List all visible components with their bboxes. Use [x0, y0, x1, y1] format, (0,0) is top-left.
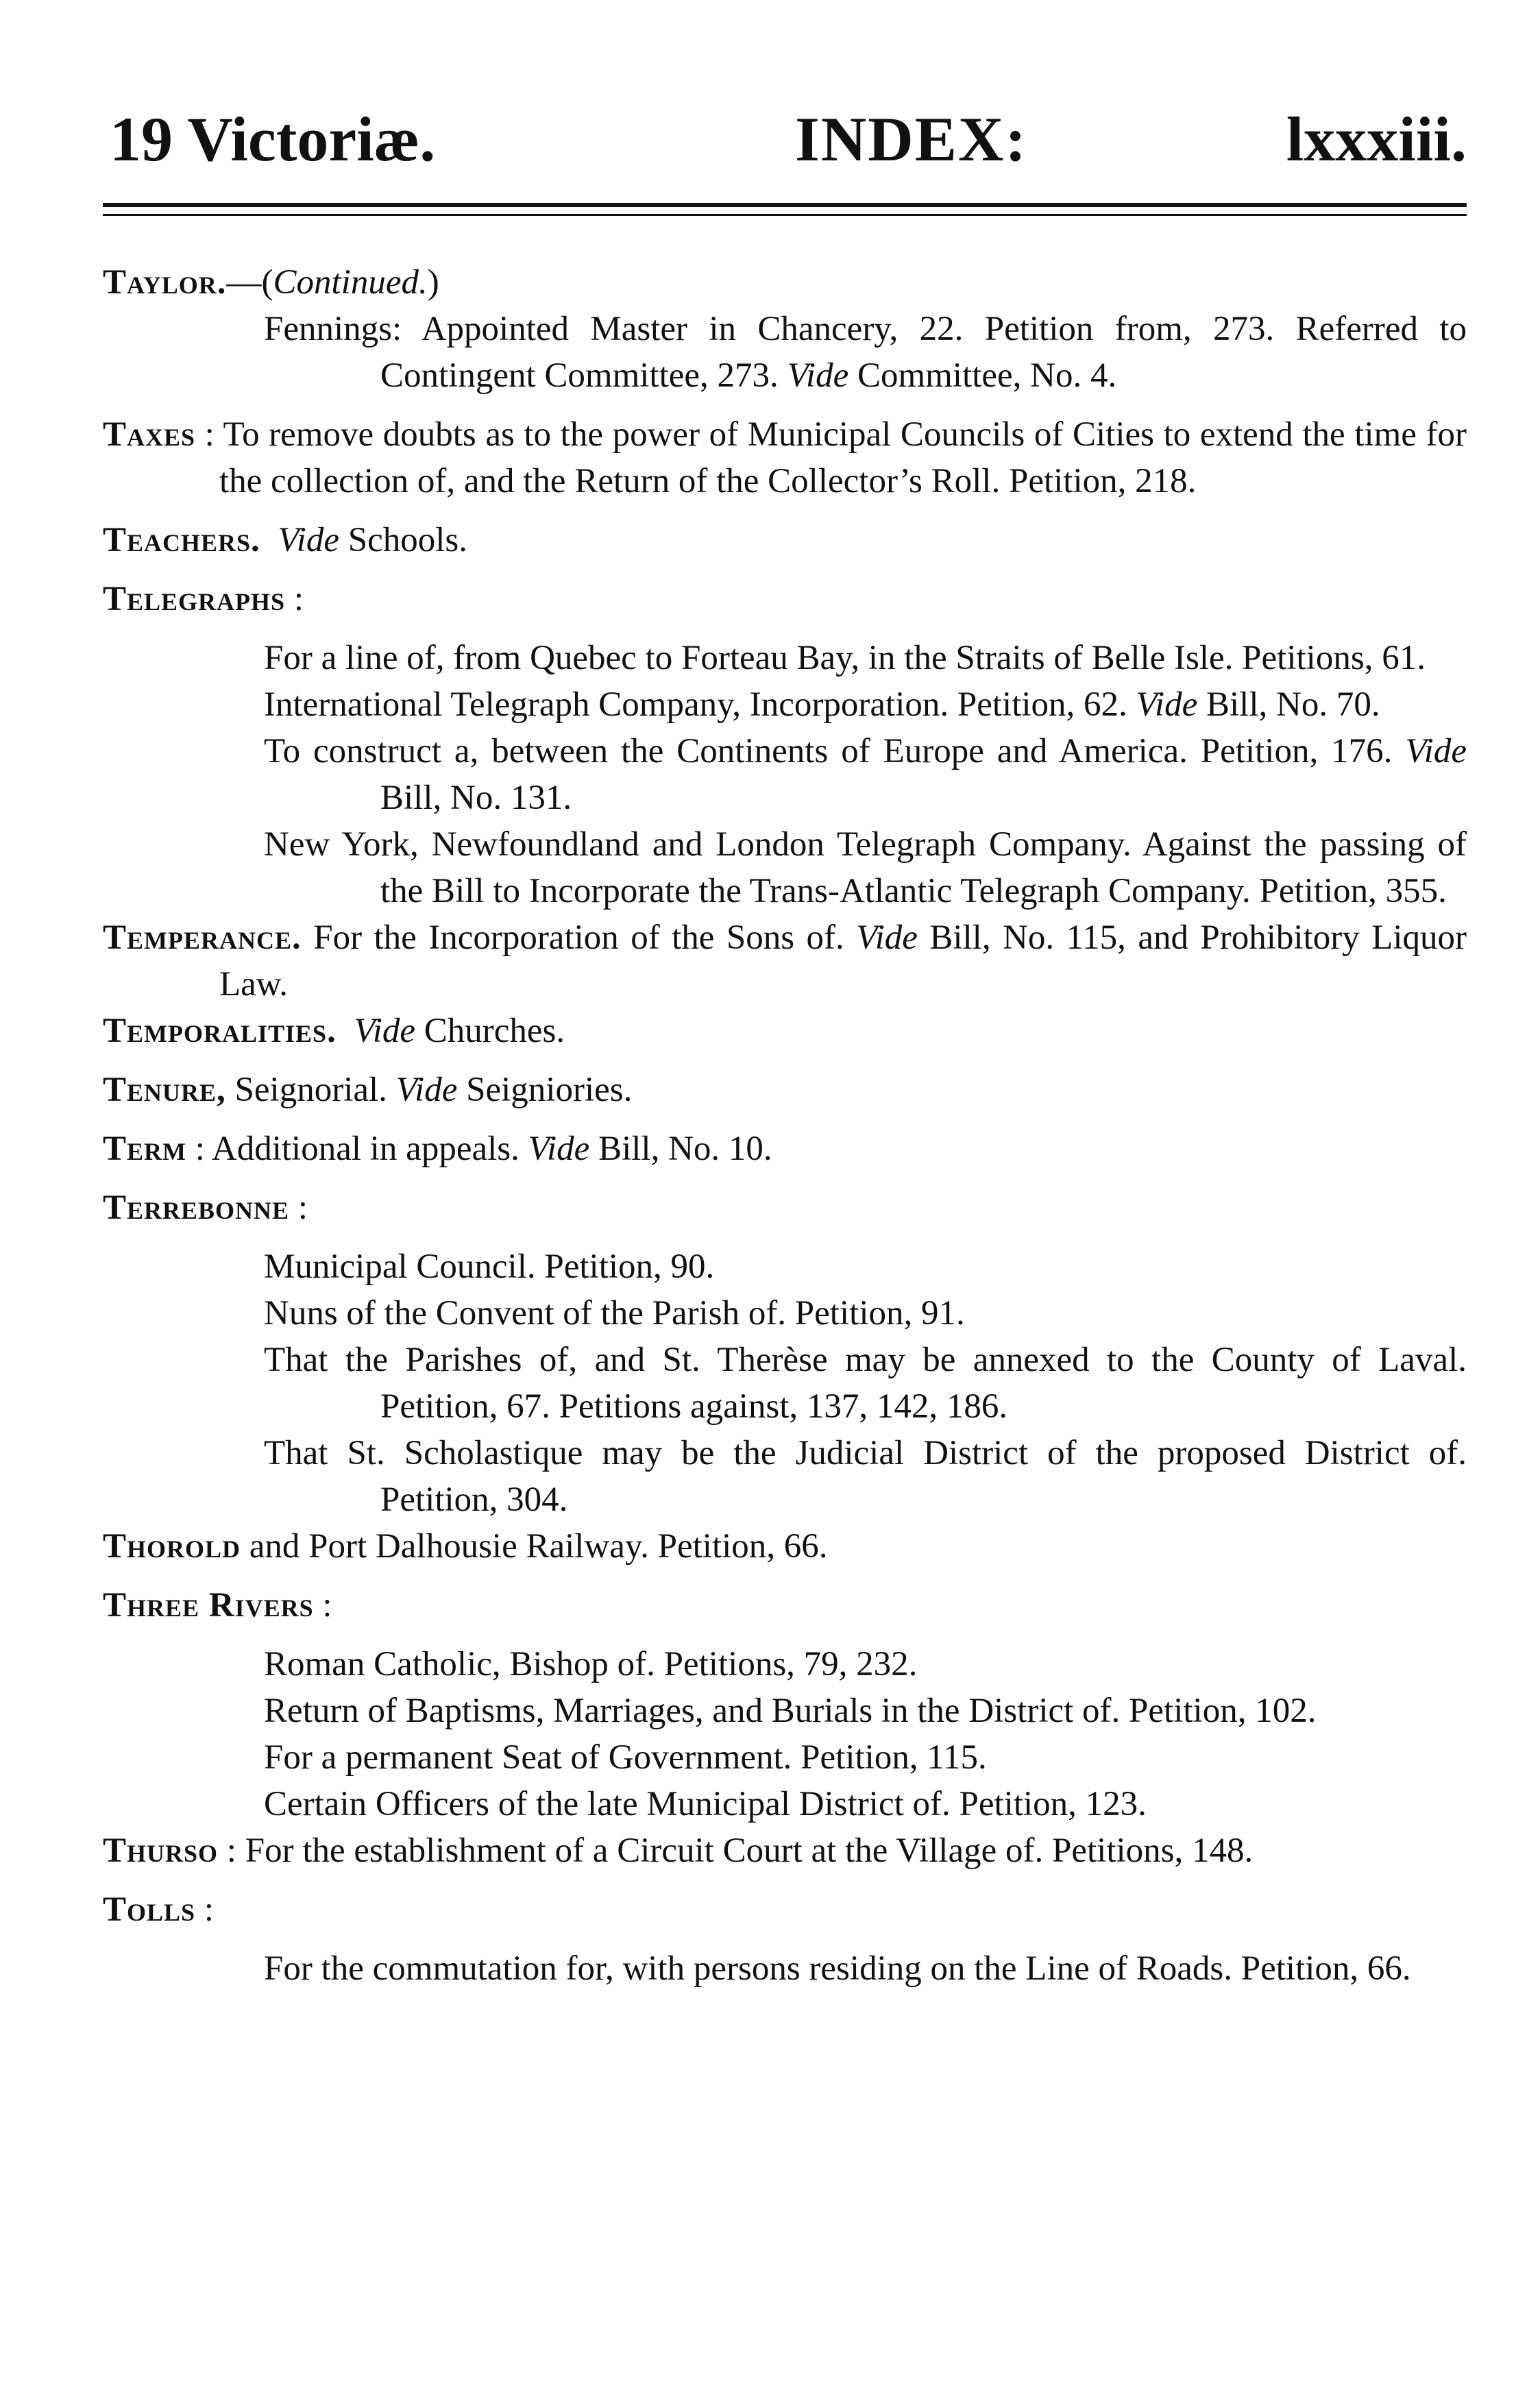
- subentry-three-rivers-baptisms: Return of Baptisms, Marriages, and Burials in the District of. Petition, 102.: [264, 1692, 1317, 1730]
- subentry-three-rivers-bishop: Roman Catholic, Bishop of. Petitions, 79, 232.: [264, 1645, 918, 1683]
- entry-telegraphs: Telegraphs :: [103, 580, 304, 618]
- header-rule-thick: [103, 203, 1467, 207]
- entry-head: Term: [103, 1130, 187, 1168]
- subentry-telegraph-international: International Telegraph Company, Incorporation. Petition, 62. Vide Bill, No. 70.: [264, 685, 1380, 724]
- entry-head: Thorold: [103, 1527, 241, 1566]
- entry-tolls: Tolls :: [103, 1890, 214, 1929]
- entry-tenure: Tenure, Seignorial. Vide Seigniories.: [103, 1071, 633, 1109]
- entry-taylor: Taylor.—(Continued.): [103, 263, 439, 302]
- subentry-telegraph-continents: To construct a, between the Continents of Europe and America. Petition, 176. Vide Bill, No. 131.: [264, 732, 1467, 817]
- entry-temporalities: Temporalities. Vide Churches.: [103, 1012, 565, 1050]
- entry-three-rivers: Three Rivers :: [103, 1586, 332, 1625]
- entry-terrebonne: Terrebonne :: [103, 1189, 308, 1227]
- header-regnal-year: 19 Victoriæ.: [110, 104, 436, 174]
- subentry-telegraph-newyork: New York, Newfoundland and London Telegraph Company. Against the passing of the Bill to Incorporate the Trans-Atlantic Telegraph Company. Petition, 355.: [264, 825, 1467, 910]
- subentry-telegraph-quebec: For a line of, from Quebec to Forteau Bay, in the Straits of Belle Isle. Petitions, 61.: [264, 639, 1426, 677]
- subentry-fennings: Fennings: Appointed Master in Chancery, 22. Petition from, 273. Referred to Contingent Committee, 273. Vide Committee, No. 4.: [264, 310, 1467, 395]
- entry-head: Temperance.: [103, 918, 302, 957]
- entry-head: Telegraphs: [103, 580, 286, 618]
- entry-taxes: Taxes : To remove doubts as to the power of Municipal Councils of Cities to extend the time for the collection of, and the Return of the Collector’s Roll. Petition, 218.: [103, 415, 1467, 500]
- entry-head: Terrebonne: [103, 1189, 290, 1227]
- header-page-number: lxxxiii.: [1286, 104, 1467, 174]
- subentry-tolls-commutation: For the commutation for, with persons residing on the Line of Roads. Petition, 66.: [264, 1949, 1411, 1988]
- entry-head: Tenure,: [103, 1071, 226, 1109]
- entry-head: Taylor.: [103, 263, 227, 302]
- header-rule-thin: [103, 214, 1467, 216]
- header-title: INDEX:: [795, 104, 1028, 174]
- subentry-terrebonne-council: Municipal Council. Petition, 90.: [264, 1248, 715, 1286]
- subentry-terrebonne-scholastique: That St. Scholastique may be the Judicial District of the proposed District of. Petition, 304.: [264, 1434, 1467, 1519]
- entry-head: Teachers.: [103, 521, 260, 559]
- entry-head: Temporalities.: [103, 1012, 337, 1050]
- entry-term: Term : Additional in appeals. Vide Bill, No. 10.: [103, 1130, 772, 1168]
- entry-head: Thurso: [103, 1832, 219, 1870]
- entry-head: Tolls: [103, 1890, 196, 1929]
- subentry-three-rivers-officers: Certain Officers of the late Municipal District of. Petition, 123.: [264, 1785, 1147, 1823]
- entry-thurso: Thurso : For the establishment of a Circuit Court at the Village of. Petitions, 148.: [103, 1832, 1254, 1870]
- subentry-three-rivers-seat: For a permanent Seat of Government. Petition, 115.: [264, 1738, 987, 1777]
- entry-head: Three Rivers: [103, 1586, 314, 1625]
- subentry-terrebonne-laval: That the Parishes of, and St. Therèse may be annexed to the County of Laval. Petition, 67. Petitions against, 137, 142, 186.: [264, 1341, 1467, 1426]
- subentry-terrebonne-nuns: Nuns of the Convent of the Parish of. Petition, 91.: [264, 1294, 965, 1333]
- entry-head: Taxes: [103, 415, 196, 454]
- entry-thorold: Thorold and Port Dalhousie Railway. Petition, 66.: [103, 1527, 828, 1566]
- entry-teachers: Teachers. Vide Schools.: [103, 521, 468, 559]
- index-body: [103, 259, 1467, 1992]
- entry-temperance: Temperance. For the Incorporation of the Sons of. Vide Bill, No. 115, and Prohibitory Liquor Law.: [103, 918, 1467, 1003]
- page-header: [110, 103, 1467, 178]
